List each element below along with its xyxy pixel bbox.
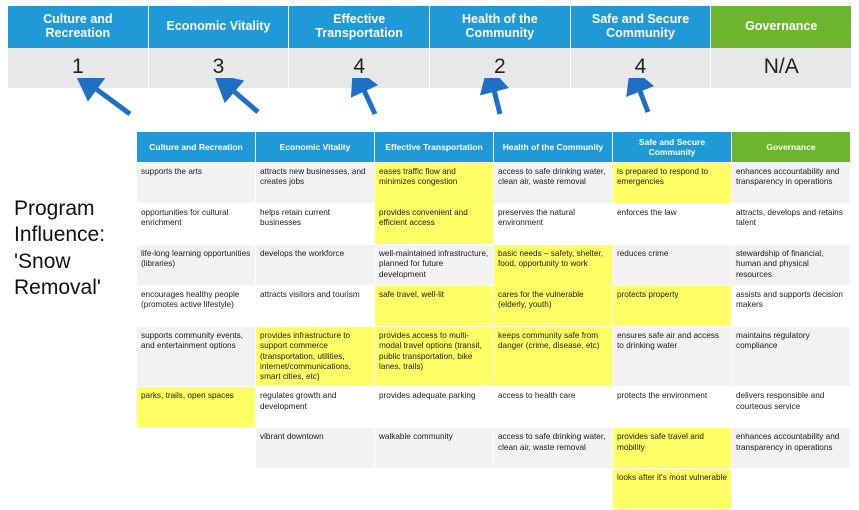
matrix-header-row [137,132,851,163]
matrix-cell-r6-c2: walkable community [375,428,494,469]
scorecard-header-3[interactable]: Health of the Community [430,6,571,48]
matrix-cell-r4-c3: keeps community safe from danger (crime, disease, etc) [494,327,613,387]
matrix-cell-r0-c5: enhances accountability and transparency in operations [732,163,851,204]
page-title: Program Influence: 'Snow Removal' [14,197,106,299]
matrix-cell-r2-c2: well-maintained infrastructure, planned for future development [375,245,494,286]
matrix-column-header-0[interactable]: Culture and Recreation [137,132,256,163]
scorecard-score-0: 1 [8,48,149,88]
matrix-cell-r7-c2 [375,469,494,510]
scorecard-header-0[interactable]: Culture and Recreation [8,6,149,48]
matrix-cell-r1-c0: opportunities for cultural enrichment [137,204,256,245]
matrix-cell-r6-c5: enhances accountability and transparency in operations [732,428,851,469]
scorecard-header-4[interactable]: Safe and Secure Community [571,6,712,48]
table-row [137,245,851,286]
matrix-column-header-3[interactable]: Health of the Community [494,132,613,163]
arrow-up-left-icon-1 [92,86,130,114]
arrow-up-left-icon-2 [230,88,258,112]
matrix-cell-r4-c5: maintains regulatory compliance [732,327,851,387]
matrix-cell-r1-c1: helps retain current businesses [256,204,375,245]
scorecard-summary-bar [8,6,851,88]
matrix-cell-r5-c1: regulates growth and development [256,387,375,428]
arrow-up-left-icon-4 [493,86,500,114]
matrix-column-header-1[interactable]: Economic Vitality [256,132,375,163]
table-row [137,387,851,428]
table-row [137,163,851,204]
matrix-cell-r4-c4: ensures safe air and access to drinking water [613,327,732,387]
table-row [137,428,851,469]
matrix-cell-r1-c2: provides convenient and efficient access [375,204,494,245]
matrix-cell-r5-c3: access to health care [494,387,613,428]
matrix-cell-r7-c4: looks after it's most vulnerable [613,469,732,510]
arrow-up-left-icon-3 [362,86,375,114]
matrix-cell-r4-c0: supports community events, and entertainment options [137,327,256,387]
scorecard-header-row [8,6,851,48]
matrix-cell-r2-c3: basic needs – safety, shelter, food, opportunity to work [494,245,613,286]
matrix-cell-r0-c2: eases traffic flow and minimizes congestion [375,163,494,204]
matrix-cell-r1-c4: enforces the law [613,204,732,245]
table-row [137,286,851,327]
table-row [137,469,851,510]
matrix-cell-r1-c5: attracts, develops and retains talent [732,204,851,245]
matrix-cell-r2-c4: reduces crime [613,245,732,286]
scorecard-header-2[interactable]: Effective Transportation [289,6,430,48]
scorecard-score-row [8,48,851,88]
matrix-cell-r5-c0: parks, trails, open spaces [137,387,256,428]
arrow-up-left-icon-5 [638,86,648,112]
matrix-cell-r2-c5: stewardship of financial, human and physical resources [732,245,851,286]
matrix-cell-r3-c2: safe travel, well-lit [375,286,494,327]
matrix-cell-r6-c1: vibrant downtown [256,428,375,469]
matrix-cell-r1-c3: preserves the natural environment [494,204,613,245]
matrix-cell-r5-c2: provides adequate parking [375,387,494,428]
matrix-cell-r0-c4: is prepared to respond to emergencies [613,163,732,204]
influence-matrix [136,131,851,510]
matrix-cell-r7-c5 [732,469,851,510]
matrix-cell-r4-c2: provides access to multi-modal travel options (transit, public transportation, bike lanes, trails) [375,327,494,387]
matrix-body [137,163,851,510]
matrix-cell-r6-c0 [137,428,256,469]
scorecard-score-3: 2 [430,48,571,88]
matrix-cell-r0-c0: supports the arts [137,163,256,204]
matrix-cell-r7-c1 [256,469,375,510]
matrix-cell-r6-c3: access to safe drinking water, clean air, waste removal [494,428,613,469]
matrix-column-header-5[interactable]: Governance [732,132,851,163]
matrix-header [137,132,851,163]
matrix-cell-r3-c3: cares for the vulnerable (elderly, youth) [494,286,613,327]
matrix-cell-r0-c1: attracts new businesses, and creates jobs [256,163,375,204]
matrix-cell-r2-c0: life-long learning opportunities (libraries) [137,245,256,286]
matrix-cell-r7-c0 [137,469,256,510]
matrix-cell-r3-c5: assists and supports decision makers [732,286,851,327]
matrix-cell-r4-c1: provides infrastructure to support commerce (transportation, utilities, internet/communications, smart cities, etc) [256,327,375,387]
table-row [137,327,851,387]
matrix-cell-r3-c0: encourages healthy people (promotes active lifestyle) [137,286,256,327]
matrix-cell-r2-c1: develops the workforce [256,245,375,286]
table-row [137,204,851,245]
matrix-cell-r6-c4: provides safe travel and mobility [613,428,732,469]
scorecard-header-1[interactable]: Economic Vitality [149,6,290,48]
matrix-cell-r7-c3 [494,469,613,510]
scorecard-header-5[interactable]: Governance [711,6,851,48]
scorecard-score-1: 3 [149,48,290,88]
scorecard-score-5: N/A [763,54,799,78]
matrix-cell-r5-c4: protects the environment [613,387,732,428]
matrix-column-header-4[interactable]: Safe and Secure Community [613,132,732,163]
matrix-cell-r0-c3: access to safe drinking water, clean air, waste removal [494,163,613,204]
scorecard-score-2: 4 [289,48,430,88]
scorecard-score-4: 4 [571,48,712,88]
matrix-column-header-2[interactable]: Effective Transportation [375,132,494,163]
matrix-cell-r3-c4: protects property [613,286,732,327]
matrix-cell-r3-c1: attracts visitors and tourism [256,286,375,327]
matrix-cell-r5-c5: delivers responsible and courteous service [732,387,851,428]
